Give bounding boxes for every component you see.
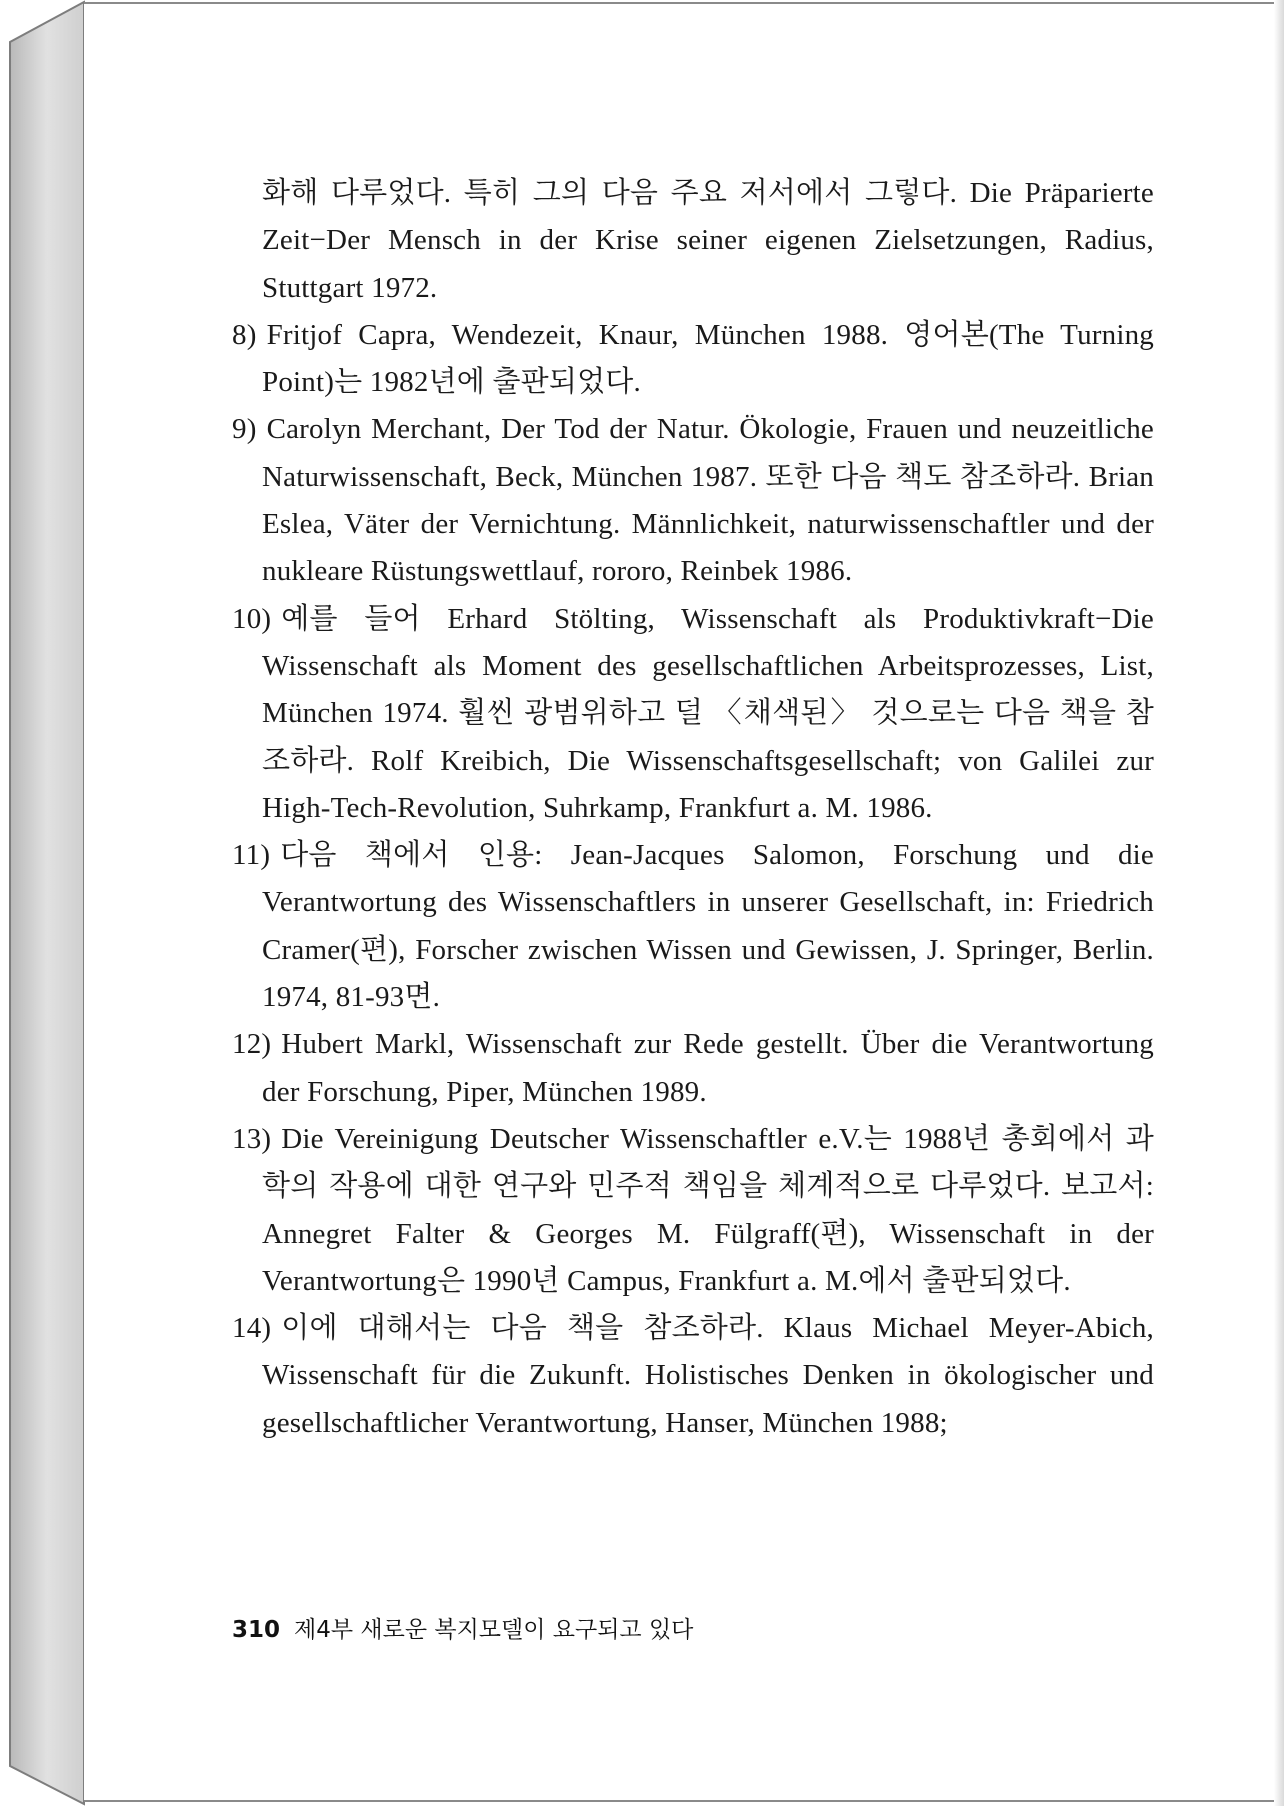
endnote-number: 10): [232, 602, 272, 635]
running-head: 제4부 새로운 복지모델이 요구되고 있다: [294, 1617, 694, 1643]
endnote-14: [232, 1305, 1154, 1447]
endnote-11: [232, 832, 1154, 1021]
endnote-text: Die Vereinigung Deutscher Wissenschaftler e.V.는 1988년 총회에서 과학의 작용에 대한 연구와 민주적 책임을 체계적으로 다루었다. 보고서: Annegret Falter & Georges M. Fülgraff(편), Wissenschaft in der Verantwortung은 1990년 Campus, Frankfurt a. M.에서 출판되었다.: [262, 1122, 1154, 1297]
endnote-number: 12): [232, 1028, 272, 1061]
page-footer: [232, 1611, 693, 1644]
endnote-text: 이에 대해서는 다음 책을 참조하라. Klaus Michael Meyer-Abich, Wissenschaft für die Zukunft. Holistisches Denken in ökologischer und gesellschaftlicher Verantwortung, Hanser, München 1988;: [262, 1312, 1154, 1439]
endnote-8: [232, 312, 1154, 407]
endnote-12: [232, 1021, 1154, 1116]
endnote-number: 11): [232, 839, 271, 872]
endnote-text: 다음 책에서 인용: Jean-Jacques Salomon, Forschung und die Verantwortung des Wissenschaftlers in unserer Gesellschaft, in: Friedrich Cramer(편), Forscher zwischen Wissen und Gewissen, J. Springer, Berlin. 1974, 81-93면.: [262, 839, 1154, 1014]
endnote-text: 화해 다루었다. 특히 그의 다음 주요 저서에서 그렇다. Die Präparierte Zeit−Der Mensch in der Krise seiner eigenen Zielsetzungen, Radius, Stuttgart 1972.: [262, 177, 1154, 304]
endnote-10: [232, 596, 1154, 832]
endnote-number: 8): [232, 318, 257, 351]
endnote-text: 예를 들어 Erhard Stölting, Wissenschaft als Produktivkraft−Die Wissenschaft als Moment des gesellschaftlichen Arbeitsprozesses, List, München 1974. 훨씬 광범위하고 덜 〈채색된〉 것으로는 다음 책을 참조하라. Rolf Kreibich, Die Wissenschaftsgesellschaft; von Galilei zur High-Tech-Revolution, Suhrkamp, Frankfurt a. M. 1986.: [262, 602, 1154, 824]
endnote-text: Carolyn Merchant, Der Tod der Natur. Ökologie, Frauen und neuzeitliche Naturwissenschaft, Beck, München 1987. 또한 다음 책도 참조하라. Brian Eslea, Väter der Vernichtung. Männlichkeit, naturwissenschaftler und der nukleare Rüstungswettlauf, rororo, Reinbek 1986.: [262, 413, 1154, 588]
endnote-7-continuation: [232, 170, 1154, 312]
page-number: 310: [232, 1617, 281, 1643]
endnotes: [232, 170, 1154, 1447]
endnote-text: Hubert Markl, Wissenschaft zur Rede gestellt. Über die Verantwortung der Forschung, Piper, München 1989.: [262, 1028, 1154, 1108]
endnote-9: [232, 406, 1154, 595]
endnote-number: 9): [232, 413, 257, 446]
endnote-number: 14): [232, 1312, 272, 1345]
endnote-13: [232, 1116, 1154, 1305]
page-edge-shadow: [1274, 0, 1284, 1806]
endnote-text: Fritjof Capra, Wendezeit, Knaur, München 1988. 영어본(The Turning Point)는 1982년에 출판되었다.: [262, 318, 1154, 399]
endnote-number: 13): [232, 1122, 272, 1155]
